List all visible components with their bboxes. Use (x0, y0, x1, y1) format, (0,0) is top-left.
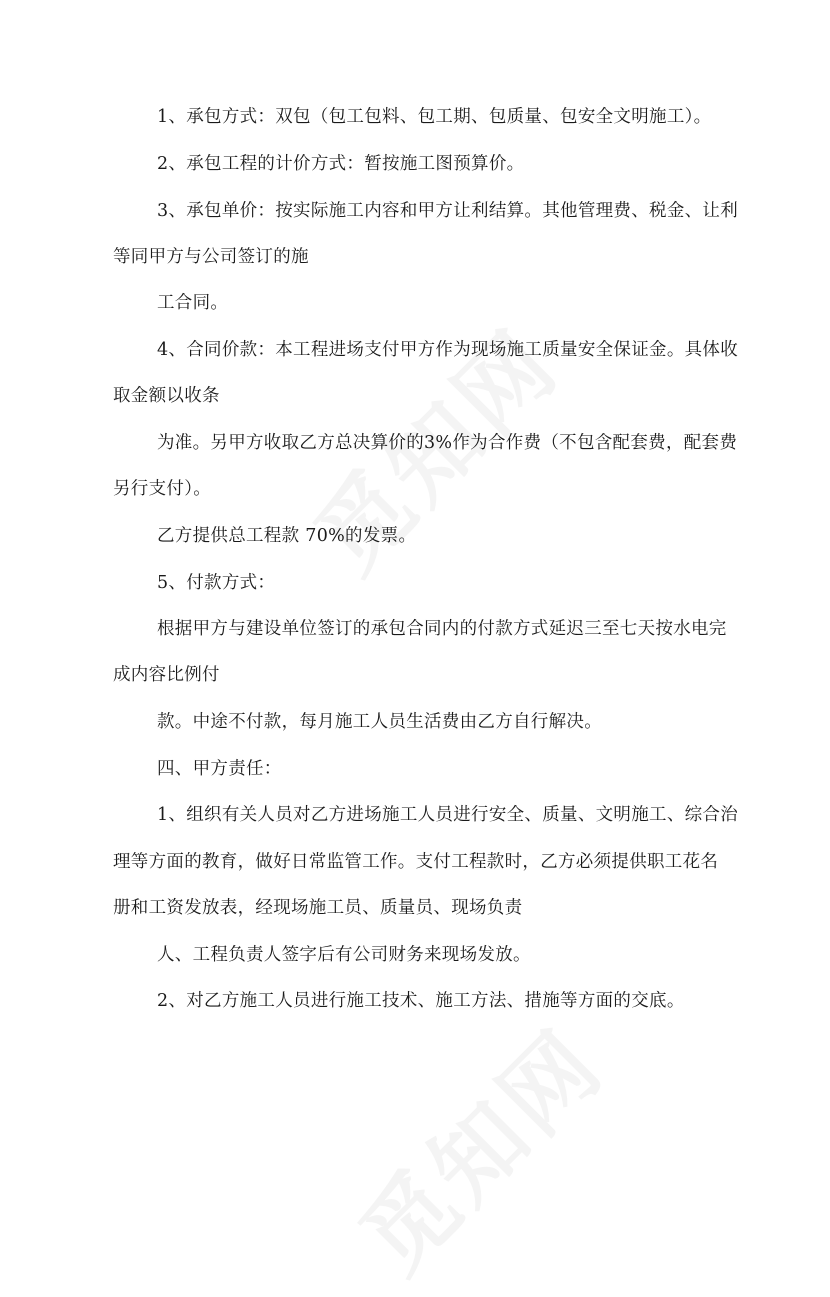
paragraph-line: 工合同。 (157, 293, 229, 313)
paragraph-line: 2、对乙方施工人员进行施工技术、施工方法、措施等方面的交底。 (157, 991, 685, 1011)
paragraph-line: 另行支付）。 (113, 479, 212, 499)
paragraph-line: 理等方面的教育，做好日常监管工作。支付工程款时，乙方必须提供职工花名 (113, 852, 719, 872)
paragraph-line: 款。中途不付款，每月施工人员生活费由乙方自行解决。 (157, 712, 602, 732)
paragraph-line: 1、承包方式：双包（包工包料、包工期、包质量、包安全文明施工）。 (157, 107, 712, 127)
paragraph-line: 1、组织有关人员对乙方进场施工人员进行安全、质量、文明施工、综合治 (157, 805, 739, 825)
paragraph-line: 根据甲方与建设单位签订的承包合同内的付款方式延迟三至七天按水电完 (157, 619, 727, 639)
paragraph-line: 人、工程负责人签字后有公司财务来现场发放。 (157, 945, 531, 965)
paragraph-line: 4、合同价款：本工程进场支付甲方作为现场施工质量安全保证金。具体收 (157, 340, 739, 360)
paragraph-line: 5、付款方式： (157, 573, 276, 593)
paragraph-line: 成内容比例付 (113, 665, 220, 685)
paragraph-line: 册和工资发放表，经现场施工员、质量员、现场负责 (113, 898, 523, 918)
watermark (326, 995, 627, 1296)
paragraph-line: 四、甲方责任： (157, 759, 282, 779)
paragraph-line: 等同甲方与公司签订的施 (113, 247, 309, 267)
paragraph-line: 取金额以收条 (113, 386, 220, 406)
paragraph-line: 乙方提供总工程款 70%的发票。 (157, 526, 417, 546)
paragraph-line: 3、承包单价：按实际施工内容和甲方让利结算。其他管理费、税金、让利 (157, 201, 739, 221)
paragraph-line: 为准。另甲方收取乙方总决算价的3%作为合作费（不包含配套费，配套费 (157, 433, 738, 453)
paragraph-line: 2、承包工程的计价方式：暂按施工图预算价。 (157, 154, 525, 174)
